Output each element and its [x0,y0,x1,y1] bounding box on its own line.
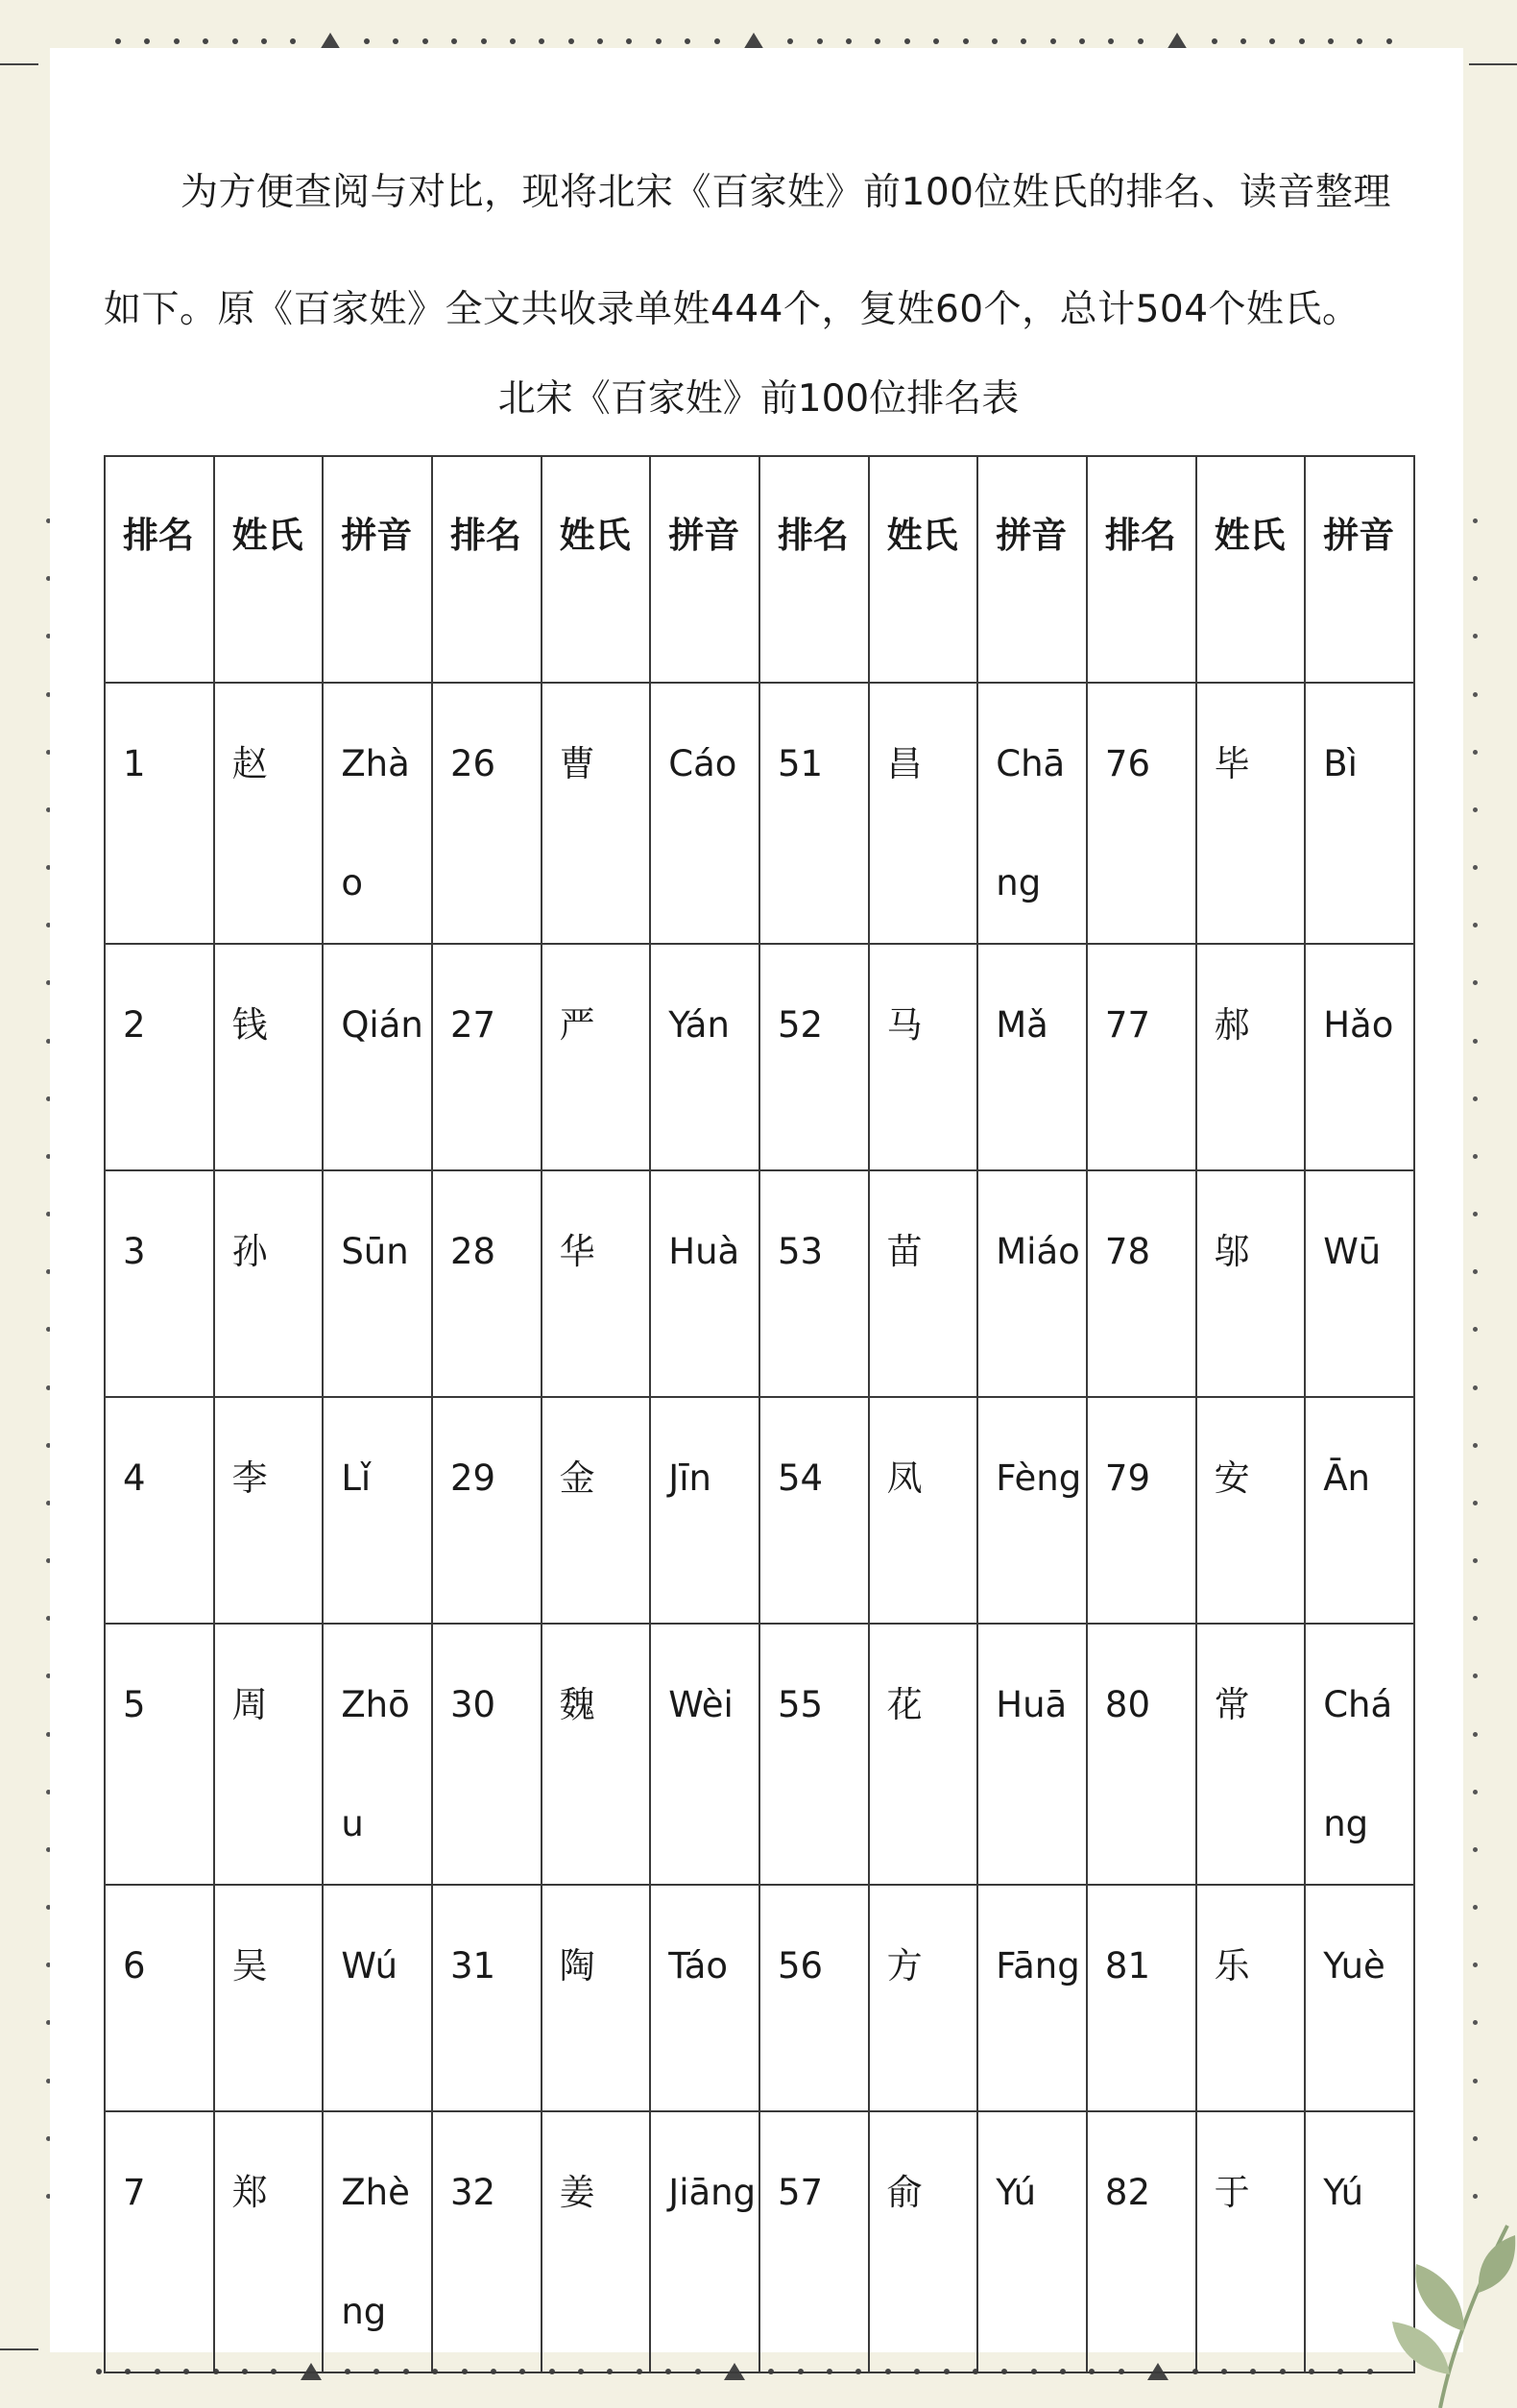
border-dot [1473,634,1478,638]
header-rank: 排名 [1087,456,1196,683]
corner-rule [0,2348,38,2350]
border-dot [1240,38,1246,44]
pinyin-cell: Yú [977,2111,1087,2372]
surname-cell: 于 [1196,2111,1306,2372]
border-dot [1021,38,1026,44]
rank-cell: 52 [759,944,869,1170]
pinyin-cell: Wú [323,1885,432,2111]
right-dotted-border [1469,518,1481,2199]
border-dot [1473,1385,1478,1390]
border-dot [1473,1154,1478,1159]
border-dot [1473,692,1478,697]
rank-cell: 27 [432,944,542,1170]
pinyin-cell: Fèng [977,1397,1087,1624]
border-dot [1473,1039,1478,1044]
pinyin-cell: Fāng [977,1885,1087,2111]
pinyin-cell: Huà [650,1170,759,1397]
pinyin-cell: Cáo [650,683,759,944]
border-dot [364,38,370,44]
border-dot [1212,38,1217,44]
border-dot [290,38,296,44]
surname-cell: 方 [869,1885,978,2111]
header-pinyin: 拼音 [977,456,1087,683]
border-dot [539,38,544,44]
table-row [105,683,1414,944]
border-dot [1473,576,1478,581]
border-dot [1079,38,1085,44]
surname-cell: 花 [869,1624,978,1885]
border-dot [510,38,516,44]
border-dot [1050,38,1056,44]
pinyin-cell: Zhōu [323,1624,432,1885]
header-rank: 排名 [759,456,869,683]
border-dot [1473,1269,1478,1274]
border-dot [1473,1501,1478,1505]
border-dot [1473,1790,1478,1794]
pinyin-cell: Yú [1305,2111,1414,2372]
rank-cell: 2 [105,944,214,1170]
border-dot [685,38,690,44]
rank-cell: 31 [432,1885,542,2111]
surname-cell: 严 [542,944,651,1170]
rank-cell: 32 [432,2111,542,2372]
pinyin-cell: Táo [650,1885,759,2111]
surname-cell: 安 [1196,1397,1306,1624]
table-row [105,2111,1414,2372]
rank-cell: 57 [759,2111,869,2372]
border-dot [1473,1212,1478,1216]
header-surname: 姓氏 [214,456,324,683]
border-dot [1386,38,1392,44]
rank-cell: 26 [432,683,542,944]
table-header-row [105,456,1414,683]
border-dot [451,38,457,44]
pinyin-cell: Wū [1305,1170,1414,1397]
surname-cell: 华 [542,1170,651,1397]
header-rank: 排名 [105,456,214,683]
rank-cell: 78 [1087,1170,1196,1397]
rank-cell: 30 [432,1624,542,1885]
pinyin-cell: Chāng [977,683,1087,944]
border-dot [1473,518,1478,523]
pinyin-cell: Lǐ [323,1397,432,1624]
surname-cell: 昌 [869,683,978,944]
border-dot [174,38,180,44]
border-dot [597,38,603,44]
pinyin-cell: Qián [323,944,432,1170]
border-dot [992,38,998,44]
border-dot [904,38,910,44]
surname-cell: 常 [1196,1624,1306,1885]
pinyin-cell: Jiāng [650,2111,759,2372]
rank-cell: 5 [105,1624,214,1885]
border-dot [1473,2020,1478,2025]
border-dot [1357,38,1362,44]
border-dot [656,38,662,44]
rank-cell: 53 [759,1170,869,1397]
corner-rule [0,63,38,65]
table-caption: 北宋《百家姓》前100位排名表 [497,377,1020,421]
corner-rule [1469,63,1517,65]
rank-cell: 82 [1087,2111,1196,2372]
border-dot [1473,750,1478,755]
rank-cell: 6 [105,1885,214,2111]
border-dot [1473,2194,1478,2199]
rank-cell: 1 [105,683,214,944]
surname-table [104,455,1415,2373]
border-dot [481,38,487,44]
border-dot [1473,923,1478,927]
border-dot [1473,1732,1478,1737]
rank-cell: 81 [1087,1885,1196,2111]
border-dot [115,38,121,44]
pinyin-cell: Wèi [650,1624,759,1885]
surname-cell: 凤 [869,1397,978,1624]
surname-cell: 李 [214,1397,324,1624]
border-dot [626,38,632,44]
surname-cell: 郑 [214,2111,324,2372]
border-dot [568,38,574,44]
pinyin-cell: Yuè [1305,1885,1414,2111]
header-rank: 排名 [432,456,542,683]
surname-cell: 俞 [869,2111,978,2372]
border-dot [1473,1096,1478,1101]
rank-cell: 7 [105,2111,214,2372]
border-dot [1473,1616,1478,1621]
border-dot [393,38,398,44]
border-dot [1269,38,1275,44]
border-dot [846,38,852,44]
border-dot [787,38,793,44]
surname-cell: 郝 [1196,944,1306,1170]
rank-cell: 79 [1087,1397,1196,1624]
header-pinyin: 拼音 [1305,456,1414,683]
surname-cell: 毕 [1196,683,1306,944]
pinyin-cell: Yán [650,944,759,1170]
border-dot [963,38,969,44]
intro-paragraph: 为方便查阅与对比，现将北宋《百家姓》前100位姓氏的排名、读音整理如下。原《百家姓》全文共收录单姓444个，复姓60个，总计504个姓氏。 [104,171,1391,331]
pinyin-cell: Huā [977,1624,1087,1885]
table-row [105,944,1414,1170]
surname-cell: 周 [214,1624,324,1885]
border-dot [203,38,208,44]
surname-cell: 吴 [214,1885,324,2111]
surname-cell: 孙 [214,1170,324,1397]
intro-text [104,134,1411,369]
border-dot [1328,38,1334,44]
pinyin-cell: Bì [1305,683,1414,944]
border-dot [1473,2136,1478,2141]
table-row [105,1397,1414,1624]
surname-cell: 姜 [542,2111,651,2372]
pinyin-cell: Mǎ [977,944,1087,1170]
border-dot [1473,1674,1478,1678]
rank-cell: 4 [105,1397,214,1624]
border-dot [1108,38,1114,44]
header-pinyin: 拼音 [323,456,432,683]
pinyin-cell: Cháng [1305,1624,1414,1885]
surname-cell: 赵 [214,683,324,944]
border-dot [232,38,238,44]
surname-cell: 苗 [869,1170,978,1397]
rank-cell: 55 [759,1624,869,1885]
border-dot [933,38,939,44]
surname-cell: 马 [869,944,978,1170]
surname-cell: 陶 [542,1885,651,2111]
rank-cell: 76 [1087,683,1196,944]
pinyin-cell: Ān [1305,1397,1414,1624]
rank-cell: 51 [759,683,869,944]
pinyin-cell: Zhào [323,683,432,944]
table-row [105,1885,1414,2111]
pinyin-cell: Jīn [650,1397,759,1624]
border-dot [96,2369,102,2374]
border-dot [261,38,267,44]
border-dot [1473,1847,1478,1852]
surname-cell: 乐 [1196,1885,1306,2111]
border-dot [875,38,880,44]
pinyin-cell: Zhèng [323,2111,432,2372]
pinyin-cell: Hǎo [1305,944,1414,1170]
border-dot [714,38,720,44]
border-dot [817,38,823,44]
table-row [105,1170,1414,1397]
surname-cell: 魏 [542,1624,651,1885]
border-dot [1473,865,1478,870]
header-surname: 姓氏 [1196,456,1306,683]
rank-cell: 80 [1087,1624,1196,1885]
rank-cell: 29 [432,1397,542,1624]
border-dot [422,38,428,44]
border-dot [1473,2079,1478,2083]
surname-cell: 金 [542,1397,651,1624]
border-dot [1473,1443,1478,1448]
surname-cell: 钱 [214,944,324,1170]
border-dot [144,38,150,44]
rank-cell: 77 [1087,944,1196,1170]
border-dot [1473,1327,1478,1332]
rank-cell: 3 [105,1170,214,1397]
surname-cell: 邬 [1196,1170,1306,1397]
border-dot [1138,38,1144,44]
table-row [105,1624,1414,1885]
pinyin-cell: Miáo [977,1170,1087,1397]
border-dot [1473,1558,1478,1563]
header-pinyin: 拼音 [650,456,759,683]
border-dot [1299,38,1305,44]
header-surname: 姓氏 [869,456,978,683]
border-dot [1473,1905,1478,1910]
surname-cell: 曹 [542,683,651,944]
leaf-decoration [1373,2206,1517,2408]
header-surname: 姓氏 [542,456,651,683]
rank-cell: 56 [759,1885,869,2111]
rank-cell: 54 [759,1397,869,1624]
pinyin-cell: Sūn [323,1170,432,1397]
border-dot [1473,807,1478,812]
border-dot [1473,1963,1478,1967]
rank-cell: 28 [432,1170,542,1397]
border-dot [1473,980,1478,985]
